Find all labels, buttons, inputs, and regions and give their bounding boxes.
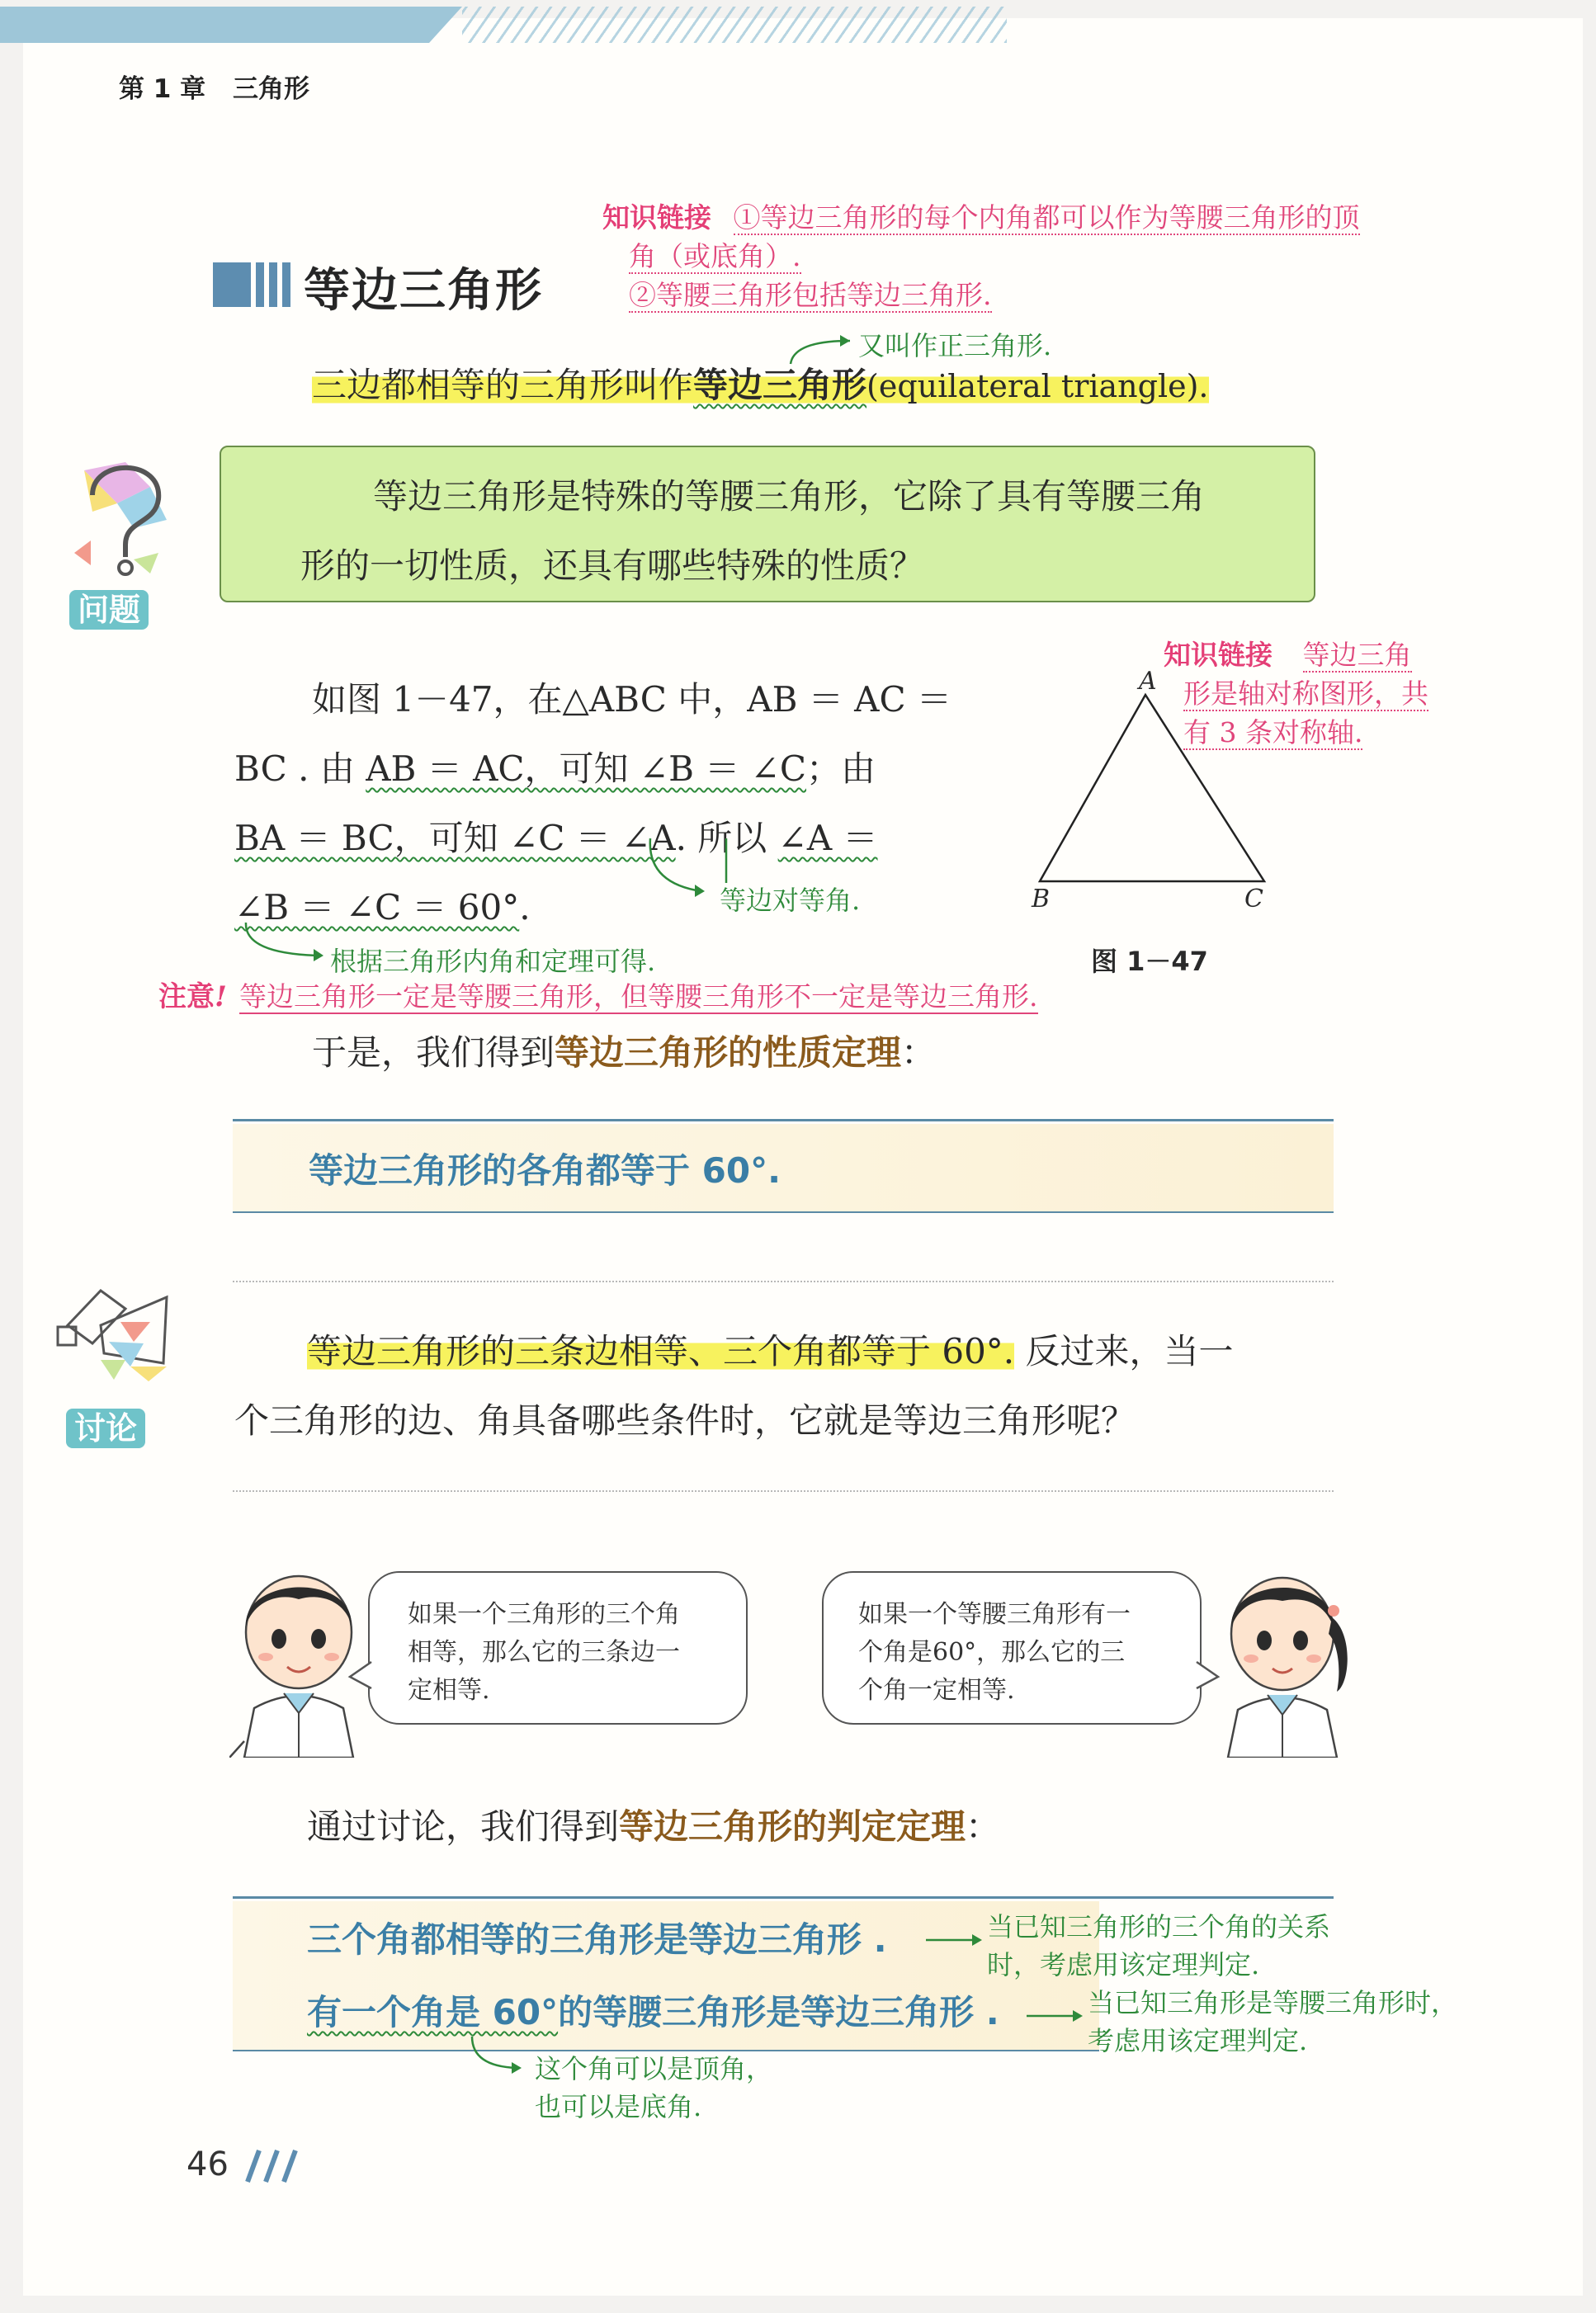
angle-sum-arrow (238, 919, 337, 969)
judgement-theorem-2 (307, 1985, 999, 2035)
proof-text: ；由 (806, 748, 876, 789)
note-arrow (923, 1928, 989, 1952)
judgement-theorem-text: 的等腰三角形是等边三角形 . (558, 1992, 999, 2032)
question-line: 形的一切性质，还具有哪些特殊的性质？ (300, 545, 925, 586)
boy-bubble-text (408, 1596, 680, 1710)
note-line: 也可以是底角. (535, 2091, 702, 2122)
proof-conclusion: ∠B ＝ ∠C ＝ 60° (234, 887, 520, 928)
header-band-tip (429, 7, 462, 43)
judgement-intro-text: ： (966, 1806, 1001, 1847)
definition (312, 351, 1209, 421)
chapter-number: 第 1 章 (119, 74, 206, 104)
section-title: 等边三角形 (304, 264, 543, 318)
girl-avatar (1213, 1568, 1353, 1758)
question-text (248, 462, 1296, 601)
note-line: 时，考虑用该定理判定. (987, 1949, 1260, 1980)
knowledge-link-1 (602, 198, 1576, 314)
knowledge-link-line: 形是轴对称图形，共 (1183, 677, 1428, 710)
header-stripes (462, 7, 1007, 43)
knowledge-link-line: 角（或底角）. (629, 240, 801, 272)
note-line: 这个角可以是顶角， (535, 2053, 773, 2084)
proof-text: . (519, 887, 531, 928)
judgement-intro-text: 通过讨论，我们得到 (307, 1806, 620, 1847)
judgement-note-2 (1088, 1984, 1457, 2060)
knowledge-link-badge: 知识链接 (602, 201, 711, 234)
question-line: 等边三角形是特殊的等腰三角形，它除了具有等腰三角 (373, 476, 1206, 517)
attention-icon: ! (215, 980, 227, 1013)
angle-sum-note: 根据三角形内角和定理可得. (330, 946, 656, 977)
judgement-note-3 (535, 2050, 772, 2126)
divider (233, 1281, 1334, 1282)
property-theorem: 等边三角形的各角都等于 60°. (309, 1150, 781, 1191)
girl-bubble-text (858, 1596, 1131, 1710)
property-intro-text: 于是，我们得到 (312, 1032, 555, 1073)
knowledge-link-line: ②等腰三角形包括等边三角形. (629, 279, 992, 311)
property-intro-text: ： (901, 1032, 937, 1073)
note-line: 考虑用该定理判定. (1088, 2025, 1308, 2056)
attention-text: 等边三角形一定是等腰三角形，但等腰三角形不一定是等边三角形. (239, 980, 1038, 1013)
property-theorem-name: 等边三角形的性质定理 (555, 1032, 902, 1073)
discussion-label (66, 1403, 145, 1448)
proof-reason: AB ＝ AC，可知 ∠B ＝ ∠C (366, 748, 806, 789)
equal-sides-note: 等边对等角. (720, 885, 861, 916)
definition-english: (equilateral triangle). (866, 368, 1209, 404)
knowledge-link-badge: 知识链接 (1164, 639, 1273, 671)
note-line: 当已知三角形的三个角的关系 (987, 1911, 1331, 1942)
knowledge-link-line: 等边三角 (1302, 639, 1412, 671)
proof-text: . 所以 (675, 818, 778, 858)
divider (233, 1490, 1334, 1492)
vertex-b-label: B (1032, 885, 1051, 913)
attention-label: 注意 (158, 980, 215, 1013)
page-number-slashes (234, 2147, 300, 2185)
theorem-rule-bottom (233, 1211, 1334, 1213)
vertex-a-label: A (1139, 667, 1157, 696)
header-band (0, 7, 429, 43)
figure-caption: 图 1－47 (1091, 946, 1208, 977)
boy-bubble-tail (347, 1659, 380, 1692)
proof-conclusion: ∠A ＝ (777, 818, 878, 858)
bubble-line: 如果一个等腰三角形有一 (858, 1600, 1131, 1629)
bubble-line: 个角是60°，那么它的三 (858, 1638, 1126, 1667)
bubble-line: 定相等. (408, 1676, 490, 1705)
theorem-rule-top (233, 1119, 1334, 1121)
discussion-line: 个三角形的边、角具备哪些条件时，它就是等边三角形呢？ (234, 1400, 1136, 1441)
note-arrow (1023, 2004, 1089, 2028)
bubble-line: 个角一定相等. (858, 1676, 1015, 1705)
question-badge: 问题 (69, 590, 149, 630)
judgement-intro (307, 1792, 1000, 1862)
question-label (69, 584, 149, 630)
chapter-title: 三角形 (232, 74, 309, 104)
vertex-c-label: C (1244, 885, 1263, 913)
proof-reason: BA ＝ BC，可知 ∠C ＝ ∠A (234, 818, 676, 858)
definition-text: 三边都相等的三角形叫作 (312, 365, 694, 405)
definition-term: 等边三角形 (693, 365, 867, 405)
section-bars-icon (213, 262, 295, 307)
note-arrow (467, 2033, 533, 2083)
attention (158, 974, 1038, 1016)
question-mark-icon (68, 462, 175, 578)
page-number: 46 (187, 2145, 229, 2183)
discussion-icon (51, 1284, 175, 1391)
proof-text: BC . 由 (234, 748, 366, 789)
knowledge-link-line: 有 3 条对称轴. (1183, 716, 1363, 748)
judgement-theorem-1: 三个角都相等的三角形是等边三角形 . (307, 1919, 887, 1960)
discussion-badge: 讨论 (66, 1409, 145, 1448)
chapter-heading (119, 68, 309, 105)
proof-line: 如图 1－47，在△ABC 中，AB ＝ AC ＝ (312, 679, 951, 720)
note-line: 当已知三角形是等腰三角形时， (1088, 1987, 1458, 2018)
theorem-rule-top (233, 1896, 1334, 1899)
discussion-text (234, 1317, 1340, 1456)
definition-note: 又叫作正三角形. (858, 330, 1052, 361)
property-intro (312, 1018, 936, 1088)
judgement-theorem-name: 等边三角形的判定定理 (619, 1806, 966, 1847)
bubble-line: 如果一个三角形的三个角 (408, 1600, 680, 1629)
judgement-condition: 有一个角是 60° (307, 1992, 559, 2032)
judgement-note-1 (987, 1908, 1330, 1984)
discussion-highlight: 等边三角形的三条边相等、三个角都等于 60°. (307, 1331, 1015, 1371)
bubble-line: 相等，那么它的三条边一 (408, 1638, 680, 1667)
knowledge-link-line: ①等边三角形的每个内角都可以作为等腰三角形的顶 (733, 201, 1360, 234)
discussion-line: 反过来，当一 (1014, 1331, 1234, 1371)
